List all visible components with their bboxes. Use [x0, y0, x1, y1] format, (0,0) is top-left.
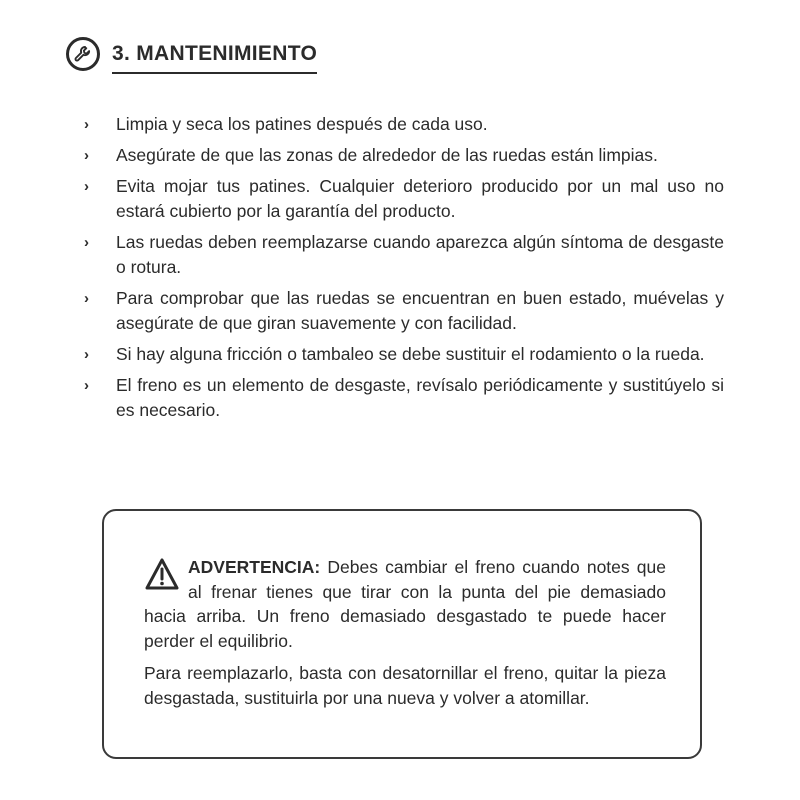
list-item — [84, 112, 724, 137]
list-item-text: Limpia y seca los patines después de cada uso. — [116, 114, 488, 134]
list-item-text: Las ruedas deben reemplazarse cuando aparezca algún síntoma de desgaste o rotura. — [116, 232, 724, 277]
list-item-text: El freno es un elemento de desgaste, revísalo periódicamente y sustitúyelo si es necesario. — [116, 375, 724, 420]
warning-text: Debes cambiar el freno cuando notes que al frenar tienes que tirar con la punta del pie demasiado hacia arriba. Un freno demasiado desgastado te puede hacer perder el equilibrio. — [144, 557, 666, 651]
section-header — [66, 34, 317, 74]
bullet-icon: › — [84, 377, 89, 394]
list-item-text: Evita mojar tus patines. Cualquier deterioro producido por un mal uso no estará cubierto por la garantía del producto. — [116, 176, 724, 221]
list-item — [84, 342, 724, 367]
list-item-text: Si hay alguna fricción o tambaleo se debe sustituir el rodamiento o la rueda. — [116, 344, 705, 364]
bullet-icon: › — [84, 178, 89, 195]
list-item-text: Para comprobar que las ruedas se encuentran en buen estado, muévelas y asegúrate de que giran suavemente y con facilidad. — [116, 288, 724, 333]
warning-paragraph-2: Para reemplazarlo, basta con desatornillar el freno, quitar la pieza desgastada, sustituirla por una nueva y volver a atomillar. — [144, 663, 666, 708]
bullet-icon: › — [84, 147, 89, 164]
maintenance-list — [84, 112, 724, 429]
bullet-icon: › — [84, 116, 89, 133]
list-item-text: Asegúrate de que las zonas de alrededor de las ruedas están limpias. — [116, 145, 658, 165]
warning-paragraph — [144, 555, 666, 653]
bullet-icon: › — [84, 290, 89, 307]
list-item — [84, 286, 724, 336]
wrench-icon — [66, 37, 100, 71]
list-item — [84, 174, 724, 224]
warning-label: ADVERTENCIA: — [188, 557, 321, 577]
list-item — [84, 230, 724, 280]
list-item — [84, 373, 724, 423]
list-item — [84, 143, 724, 168]
page-title: 3. MANTENIMIENTO — [112, 42, 317, 74]
bullet-icon: › — [84, 346, 89, 363]
warning-box — [102, 509, 702, 759]
bullet-icon: › — [84, 234, 89, 251]
warning-triangle-icon — [144, 557, 180, 591]
warning-content — [144, 555, 666, 710]
